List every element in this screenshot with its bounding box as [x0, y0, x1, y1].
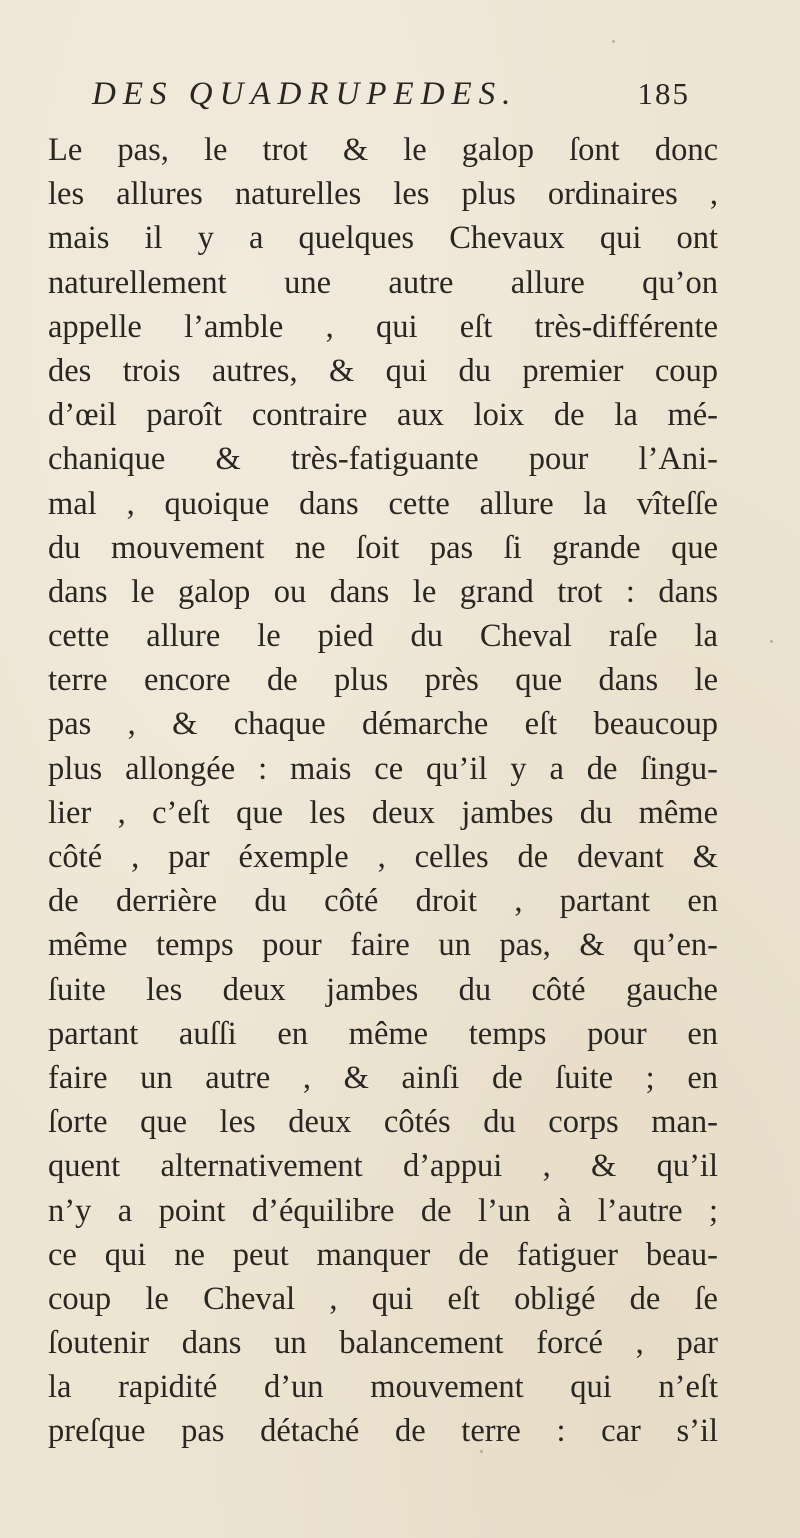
text-line: naturellement une autre allure qu’on	[48, 264, 718, 301]
running-head	[92, 76, 690, 120]
paper-speck	[612, 40, 615, 43]
text-line: des trois autres, & qui du premier coup	[48, 352, 718, 389]
text-line: n’y a point d’équilibre de l’un à l’autre ;	[48, 1192, 718, 1229]
text-line: la rapidité d’un mouvement qui n’eſt	[48, 1369, 718, 1406]
text-line: lier , c’eſt que les deux jambes du même	[48, 794, 718, 831]
text-line: cette allure le pied du Cheval raſe la	[48, 618, 718, 655]
text-line: les allures naturelles les plus ordinaires ,	[48, 176, 718, 213]
text-line: partant auſſi en même temps pour en	[48, 1015, 718, 1052]
text-line: mais il y a quelques Chevaux qui ont	[48, 220, 718, 257]
paper-speck	[770, 640, 773, 643]
text-line: plus allongée : mais ce qu’il y a de ſingu-	[48, 750, 718, 787]
text-line: mal , quoique dans cette allure la vîteſſe	[48, 485, 718, 522]
text-line: ſorte que les deux côtés du corps man-	[48, 1104, 718, 1141]
paper-speck	[480, 1450, 483, 1453]
text-line: coup le Cheval , qui eſt obligé de ſe	[48, 1280, 718, 1317]
text-line: ſoutenir dans un balancement forcé , par	[48, 1325, 718, 1362]
text-line: de derrière du côté droit , partant en	[48, 883, 718, 920]
text-line: même temps pour faire un pas, & qu’en-	[48, 927, 718, 964]
text-line: terre encore de plus près que dans le	[48, 662, 718, 699]
text-line: ſuite les deux jambes du côté gauche	[48, 971, 718, 1008]
page-number: 185	[637, 76, 690, 111]
text-line: Le pas, le trot & le galop ſont donc	[48, 132, 718, 168]
text-line: quent alternativement d’appui , & qu’il	[48, 1148, 718, 1185]
text-line: preſque pas détaché de terre : car s’il	[48, 1413, 718, 1450]
text-line: faire un autre , & ainſi de ſuite ; en	[48, 1059, 718, 1096]
text-line: du mouvement ne ſoit pas ſi grande que	[48, 529, 718, 566]
text-line: chanique & très-fatiguante pour l’Ani-	[48, 441, 718, 478]
text-line: appelle l’amble , qui eſt très-différente	[48, 308, 718, 345]
text-line: pas , & chaque démarche eſt beaucoup	[48, 706, 718, 743]
text-line: côté , par éxemple , celles de devant &	[48, 839, 718, 875]
running-title: DES QUADRUPEDES.	[92, 76, 518, 112]
text-line: ce qui ne peut manquer de fatiguer beau-	[48, 1236, 718, 1273]
body-text	[48, 128, 718, 1454]
text-line: dans le galop ou dans le grand trot : dans	[48, 573, 718, 610]
text-line: d’œil paroît contraire aux loix de la mé-	[48, 397, 718, 434]
